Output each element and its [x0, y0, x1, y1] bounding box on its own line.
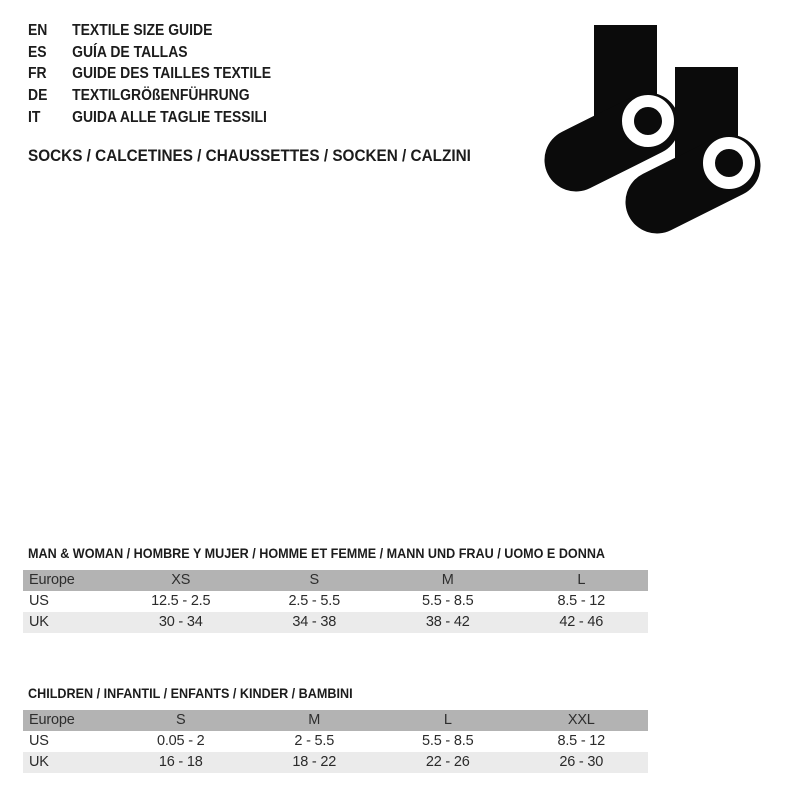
size-cell: 8.5 - 12: [557, 733, 606, 749]
language-row: [28, 20, 271, 42]
size-row-us: [23, 591, 648, 612]
size-table-header-row: [23, 710, 648, 731]
man-woman-size-table: [23, 570, 648, 633]
size-cell: 5.5 - 8.5: [422, 733, 474, 749]
size-cell: 5.5 - 8.5: [422, 593, 474, 609]
size-cell: 26 - 30: [559, 754, 604, 770]
size-cell: 16 - 18: [158, 754, 203, 770]
language-code: FR: [28, 65, 47, 83]
region-cell: US: [29, 593, 49, 609]
language-row: [28, 63, 271, 85]
sock-icon: [576, 25, 668, 160]
language-row: [28, 85, 271, 107]
children-table-title: CHILDREN / INFANTIL / ENFANTS / KINDER / BAMBINI: [28, 685, 353, 701]
language-label: TEXTILE SIZE GUIDE: [72, 22, 213, 39]
language-label: TEXTILGRÖßENFÜHRUNG: [72, 87, 250, 105]
language-label: GUIDA ALLE TAGLIE TESSILI: [72, 108, 267, 126]
size-cell: 34 - 38: [292, 614, 337, 630]
region-cell: UK: [29, 754, 49, 770]
size-cell: 2.5 - 5.5: [288, 593, 340, 609]
language-code: DE: [28, 87, 48, 105]
size-column-header: L: [443, 712, 452, 728]
size-cell: 18 - 22: [292, 754, 337, 770]
children-size-table: [23, 710, 648, 773]
language-row: [28, 42, 271, 64]
size-table-header: [23, 710, 648, 731]
size-row-us: [23, 731, 648, 752]
size-column-header: S: [309, 572, 319, 588]
region-cell: UK: [29, 614, 49, 630]
size-cell: 2 - 5.5: [294, 733, 335, 749]
size-table-header-row: [23, 570, 648, 591]
size-column-header: XS: [171, 572, 191, 588]
socks-icon: [538, 12, 762, 242]
size-row-uk: [23, 612, 648, 633]
size-column-header: M: [441, 572, 454, 588]
region-column-header: Europe: [29, 712, 75, 728]
size-column-header: M: [308, 712, 321, 728]
size-cell: 42 - 46: [559, 614, 604, 630]
size-cell: 22 - 26: [425, 754, 470, 770]
size-column-header: XXL: [567, 712, 595, 728]
size-column-header: L: [577, 572, 586, 588]
size-cell: 12.5 - 2.5: [151, 593, 211, 609]
language-code: IT: [28, 108, 41, 126]
man-woman-table-title: MAN & WOMAN / HOMBRE Y MUJER / HOMME ET FEMME / MANN UND FRAU / UOMO E DONNA: [28, 545, 606, 561]
size-cell: 38 - 42: [425, 614, 470, 630]
language-label: GUIDE DES TAILLES TEXTILE: [72, 65, 272, 83]
size-row-uk: [23, 752, 648, 773]
language-code: ES: [28, 43, 47, 61]
size-cell: 0.05 - 2: [156, 733, 205, 749]
language-list: [28, 20, 271, 129]
region-column-header: Europe: [29, 572, 75, 588]
size-column-header: S: [176, 712, 186, 728]
language-row: [28, 107, 271, 129]
size-cell: 8.5 - 12: [557, 593, 606, 609]
size-table-header: [23, 570, 648, 591]
product-heading: SOCKS / CALCETINES / CHAUSSETTES / SOCKEN / CALZINI: [28, 146, 471, 165]
region-cell: US: [29, 733, 49, 749]
language-code: EN: [28, 22, 48, 39]
size-cell: 30 - 34: [158, 614, 203, 630]
language-label: GUÍA DE TALLAS: [72, 43, 188, 61]
